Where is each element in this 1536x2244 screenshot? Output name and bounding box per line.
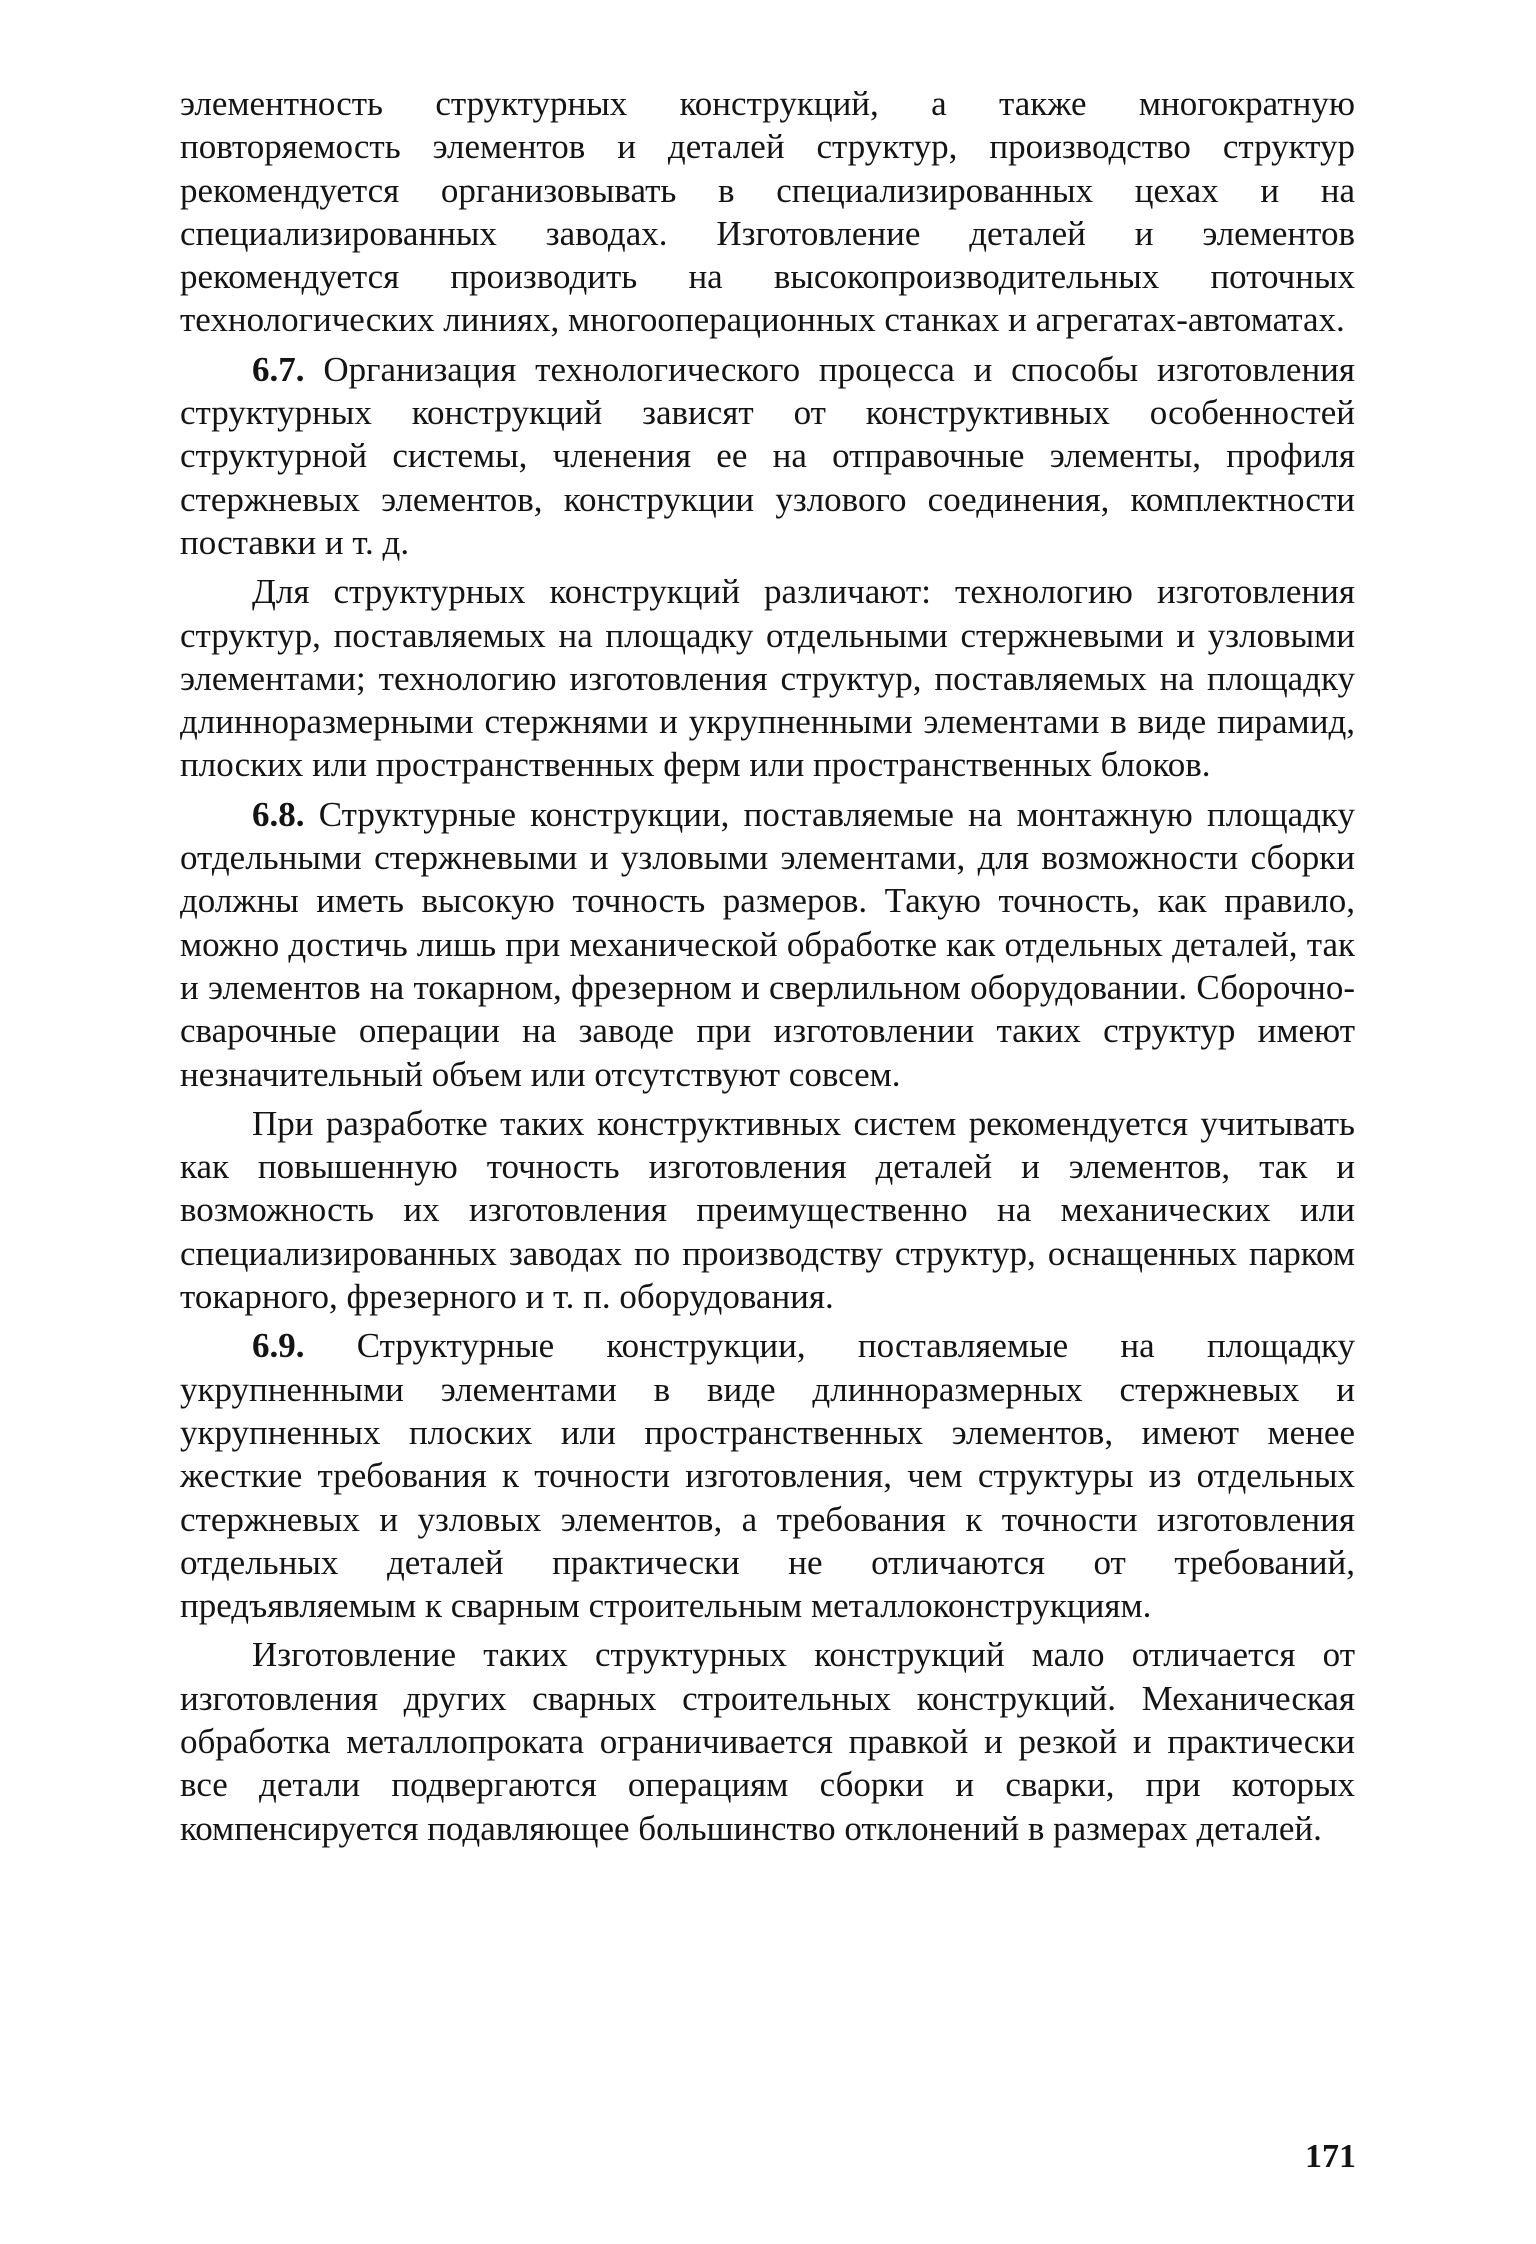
clause-number: 6.9. xyxy=(252,1326,305,1366)
paragraph-text: Для структурных конструкций различают: технологию изготовления структур, поставляемых на площадку отдельными стержневыми и узловыми элементами; технологию изготовления структур, поставляемых на площадку длинноразмерными стержнями и укрупненными элементами в виде пирамид, плоских или пространственных ферм или пространственных блоков. xyxy=(180,572,1355,785)
page-number: 171 xyxy=(1305,2138,1356,2175)
paragraph-text: Организация технологического процесса и способы изготовления структурных конструкций зависят от конструктивных особенностей структурной системы, членения ее на отправочные элементы, профиля стержневых элементов, конструкции узлового соединения, комплектности поставки и т. д. xyxy=(180,349,1356,562)
paragraph-text: Изготовление таких структурных конструкций мало отличается от изготовления других сварных строительных конструкций. Механическая обработка металлопроката ограничивается правкой и резкой и практически все детали подвергаются операциям сборки и сварки, при которых компенсируется подавляющее большинство отклонений в размерах деталей. xyxy=(180,1635,1355,1848)
paragraph xyxy=(180,348,1355,564)
paragraph xyxy=(180,1102,1355,1318)
body-text xyxy=(180,82,1355,1856)
paragraph xyxy=(180,1324,1355,1627)
clause-number: 6.8. xyxy=(252,794,305,834)
paragraph xyxy=(180,793,1355,1096)
paragraph xyxy=(180,1633,1355,1849)
paragraph xyxy=(180,82,1355,342)
paragraph-text: При разработке таких конструктивных систем рекомендуется учитывать как повышенную точность изготовления деталей и элементов, так и возможность их изготовления преимущественно на механических или специализированных заводах по производству структур, оснащенных парком токарного, фрезерного и т. п. оборудования. xyxy=(180,1103,1355,1317)
paragraph xyxy=(180,570,1355,786)
clause-number: 6.7. xyxy=(252,349,305,389)
paragraph-text: элементность структурных конструкций, а также многократную повторяемость элементов и деталей структур, производство структур рекомендуется организовывать в специализированных цехах и на специализированных заводах. Изготовление деталей и элементов рекомендуется производить на высокопроизводительных поточных технологических линиях, многооперационных станках и агрегатах-автоматах. xyxy=(180,84,1355,340)
paragraph-text: Структурные конструкции, поставляемые на монтажную площадку отдельными стержневыми и узловыми элементами, для возможности сборки должны иметь высокую точность размеров. Такую точность, как правило, можно достичь лишь при механической обработке как отдельных деталей, так и элементов на токарном, фрезерном и сверлильном оборудовании. Сборочно-сварочные операции на заводе при изготовлении таких структур имеют незначительный объем или отсутствуют совсем. xyxy=(180,794,1356,1094)
paragraph-text: Структурные конструкции, поставляемые на площадку укрупненными элементами в виде длинноразмерных стержневых и укрупненных плоских или пространственных элементов, имеют менее жесткие требования к точности изготовления, чем структуры из отдельных стержневых и узловых элементов, а требования к точности изготовления отдельных деталей практически не отличаются от требований, предъявляемым к сварным строительным металлоконструкциям. xyxy=(180,1326,1355,1626)
